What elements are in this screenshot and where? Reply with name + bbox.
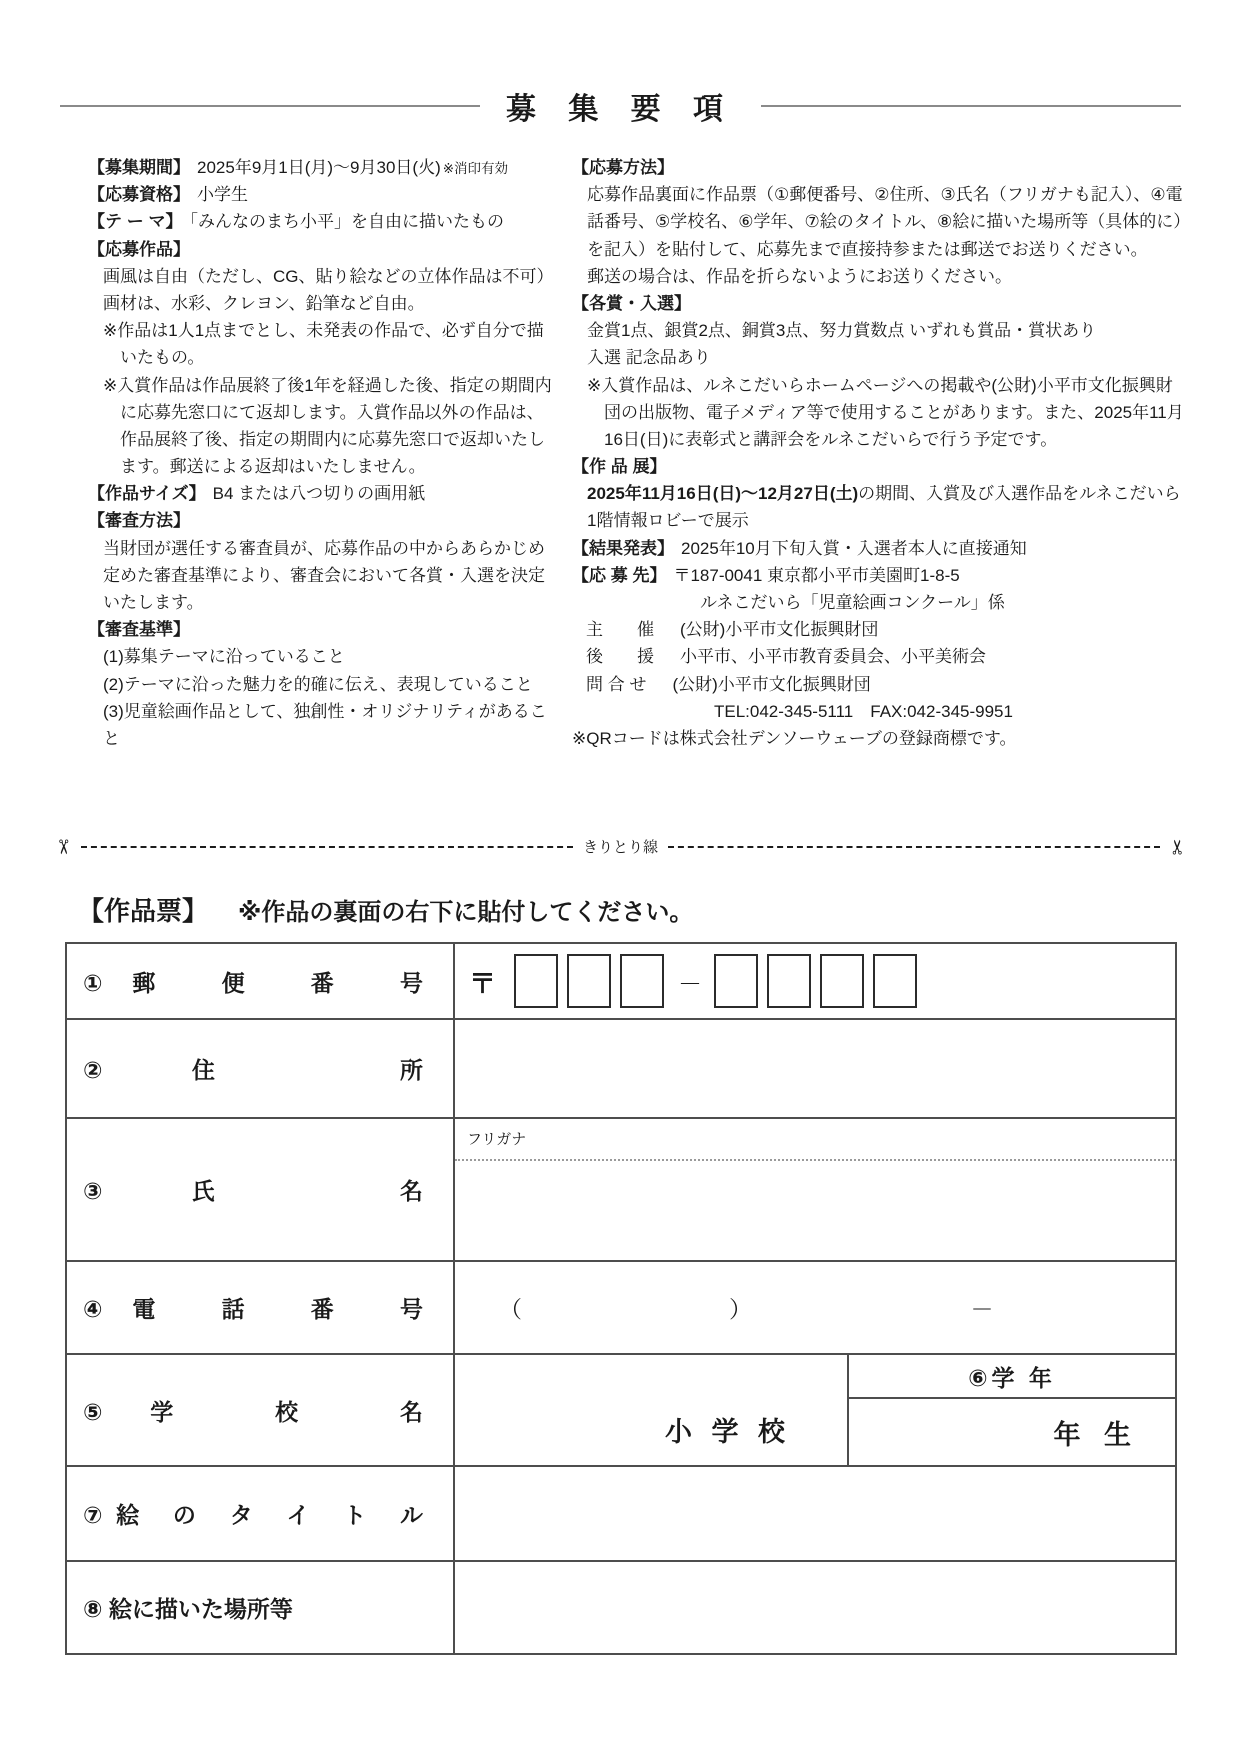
furigana-label: フリガナ xyxy=(467,1131,527,1148)
inquiry-row xyxy=(572,671,1185,698)
works-line: 画材は、水彩、クレヨン、鉛筆など自由。 xyxy=(103,293,425,313)
guidelines-right-column xyxy=(572,154,1185,768)
section-criteria-head: 【審査基準】 xyxy=(88,620,190,640)
section-judging-head: 【審査方法】 xyxy=(88,511,190,531)
section-results-text: 2025年10月下旬入賞・入選者本人に直接通知 xyxy=(681,538,1027,558)
place-field xyxy=(455,1562,1175,1653)
name-field xyxy=(455,1119,1175,1260)
organizer-row xyxy=(572,616,1185,643)
phone-label: ④電 話 番 号 xyxy=(67,1262,455,1353)
postal-digit-box xyxy=(567,954,611,1008)
section-theme-head: 【テ ー マ】 xyxy=(88,212,183,232)
postal-code-boxes xyxy=(455,944,1175,1018)
phone-format-marks: （ ） － xyxy=(499,1296,994,1322)
title-rule-right xyxy=(761,105,1181,107)
qr-trademark-note: ※QRコードは株式会社デンソーウェーブの登録商標です。 xyxy=(572,728,1017,748)
postal-digit-box xyxy=(873,954,917,1008)
school-field-inner xyxy=(455,1355,1175,1465)
section-theme-text: 「みんなのまち小平」を自由に描いたもの xyxy=(189,212,504,232)
section-exhibition-head: 【作 品 展】 xyxy=(572,457,667,477)
section-prizes-head: 【各賞・入選】 xyxy=(572,293,691,313)
cut-line-label: きりとり線 xyxy=(583,839,659,856)
section-size-text: B4 または八つ切りの画用紙 xyxy=(212,484,426,504)
section-period-head: 【募集期間】 xyxy=(88,158,190,177)
page-header xyxy=(60,84,1181,128)
criteria-item: (3)児童絵画作品として、独創性・オリジナリティがあること xyxy=(103,701,547,748)
section-works-head: 【応募作品】 xyxy=(88,239,190,259)
grade-suffix: 年 生 xyxy=(1053,1419,1139,1450)
name-label: ③氏 名 xyxy=(67,1119,455,1260)
form-row-art-title xyxy=(67,1465,1175,1560)
scissors-icon: ✂ xyxy=(1167,838,1190,855)
postal-digit-box xyxy=(620,954,664,1008)
postal-mark: 〒 xyxy=(469,968,496,999)
works-note: ※入賞作品は作品展終了後1年を経過した後、指定の期間内に応募先窓口にて返却します。入賞作品以外の作品は、作品展終了後、指定の期間内に応募先窓口で返却いたします。郵送による返却はいたしません。 xyxy=(103,375,552,477)
inquiry-tel-fax: TEL:042-345-5111 FAX:042-345-9951 xyxy=(714,701,1013,721)
support-label: 後 援 xyxy=(586,647,654,667)
prizes-note: ※入賞作品は、ルネこだいらホームページへの掲載や(公財)小平市文化振興財団の出版物、電子メディア等で使用することがあります。また、2025年11月16日(日)に表彰式と講評会をルネこだいらで行う予定です。 xyxy=(587,375,1184,449)
destination-address: 〒187-0041 東京都小平市美園町1-8-5 xyxy=(673,565,960,585)
postal-label: ①郵 便 番 号 xyxy=(67,944,455,1018)
works-line: 画風は自由（ただし、CG、貼り絵などの立体作品は不可） xyxy=(103,266,554,286)
inquiry-label: 問 合 せ xyxy=(586,674,647,694)
prizes-line: 金賞1点、銀賞2点、銅賞3点、努力賞数点 いずれも賞品・賞状あり xyxy=(587,321,1097,341)
section-apply-head: 【応募方法】 xyxy=(572,158,674,177)
apply-line: 郵送の場合は、作品を折らないようにお送りください。 xyxy=(587,266,1012,286)
postal-digit-box xyxy=(514,954,558,1008)
grade-header: ⑥学 年 xyxy=(849,1355,1175,1399)
grade-input-area xyxy=(849,1399,1175,1465)
art-title-label: ⑦絵 の タ イ ト ル xyxy=(67,1467,455,1560)
cut-dash-right xyxy=(668,846,1160,848)
entry-slip-title: 【作品票】 xyxy=(78,896,209,926)
address-field xyxy=(455,1020,1175,1117)
section-theme xyxy=(88,208,560,235)
postal-code-field xyxy=(455,944,1175,1018)
cut-dash-left xyxy=(81,846,573,848)
form-row-name xyxy=(67,1117,1175,1260)
title-rule-left xyxy=(60,105,480,107)
entry-slip-note: ※作品の裏面の右下に貼付してください。 xyxy=(238,899,694,926)
scissors-icon: ✂ xyxy=(51,838,74,855)
school-name-input-area xyxy=(455,1355,849,1465)
school-field xyxy=(455,1355,1175,1465)
school-suffix: 小 学 校 xyxy=(664,1417,791,1447)
cut-line xyxy=(51,836,1190,857)
postal-dash: － xyxy=(678,970,702,998)
support-text: 小平市、小平市教育委員会、小平美術会 xyxy=(680,647,986,667)
section-period-text: 2025年9月1日(月)～9月30日(火) xyxy=(197,158,441,177)
section-destination-head: 【応 募 先】 xyxy=(572,565,667,585)
destination-recipient: ルネこだいら「児童絵画コンクール」係 xyxy=(700,593,1005,612)
form-row-place xyxy=(67,1560,1175,1653)
inquiry-text: (公財)小平市文化振興財団 xyxy=(672,674,871,694)
organizer-text: (公財)小平市文化振興財団 xyxy=(680,620,879,640)
address-label: ②住 所 xyxy=(67,1020,455,1117)
form-row-address xyxy=(67,1018,1175,1117)
postal-digit-box xyxy=(820,954,864,1008)
postal-digit-box xyxy=(714,954,758,1008)
section-eligibility-text: 小学生 xyxy=(197,185,248,205)
place-label: ⑧ 絵に描いた場所等 xyxy=(67,1562,455,1653)
apply-line: 応募作品裏面に作品票（①郵便番号、②住所、③氏名（フリガナも記入）、④電話番号、⑤学校名、⑥学年、⑦絵のタイトル、⑧絵に描いた場所等（具体的に）を記入）を貼付して、応募先まで直接持参または郵送でお送りください。 xyxy=(587,185,1183,259)
criteria-item: (1)募集テーマに沿っていること xyxy=(103,647,345,667)
guidelines-left-column xyxy=(88,154,560,768)
section-results-head: 【結果発表】 xyxy=(572,538,674,558)
postal-digit-box xyxy=(767,954,811,1008)
exhibition-text: の期間、入賞及び入選作品をルネこだいら1階情報ロビーで展示 xyxy=(587,484,1181,531)
prizes-line: 入選 記念品あり xyxy=(587,348,711,368)
section-period xyxy=(88,154,560,181)
section-destination xyxy=(572,562,1185,589)
section-period-note: ※消印有効 xyxy=(442,161,509,176)
form-row-school xyxy=(67,1353,1175,1465)
section-eligibility xyxy=(88,181,560,208)
phone-field xyxy=(455,1262,1175,1353)
section-eligibility-head: 【応募資格】 xyxy=(88,185,190,205)
entry-slip-heading xyxy=(78,891,1241,928)
name-input-area xyxy=(455,1161,1175,1260)
school-label: ⑤学 校 名 xyxy=(67,1355,455,1465)
section-results xyxy=(572,535,1185,562)
entry-slip-table xyxy=(65,942,1177,1655)
judging-line: 当財団が選任する審査員が、応募作品の中からあらかじめ定めた審査基準により、審査会において各賞・入選を決定いたします。 xyxy=(103,538,545,612)
guidelines xyxy=(88,154,1185,768)
exhibition-date: 2025年11月16日(日)～12月27日(土) xyxy=(587,484,859,504)
support-row xyxy=(572,643,1185,670)
exhibition-line xyxy=(572,480,1185,534)
organizer-label: 主 催 xyxy=(586,620,654,640)
section-size xyxy=(88,480,560,507)
furigana-field xyxy=(455,1119,1175,1161)
page-title: 募 集 要 項 xyxy=(506,93,736,126)
works-note: ※作品は1人1点までとし、未発表の作品で、必ず自分で描いたもの。 xyxy=(103,321,544,368)
grade-field xyxy=(849,1355,1175,1465)
art-title-field xyxy=(455,1467,1175,1560)
criteria-item: (2)テーマに沿った魅力を的確に伝え、表現していること xyxy=(103,674,533,694)
section-size-head: 【作品サイズ】 xyxy=(88,484,206,504)
form-row-phone xyxy=(67,1260,1175,1353)
form-row-postal xyxy=(67,944,1175,1018)
